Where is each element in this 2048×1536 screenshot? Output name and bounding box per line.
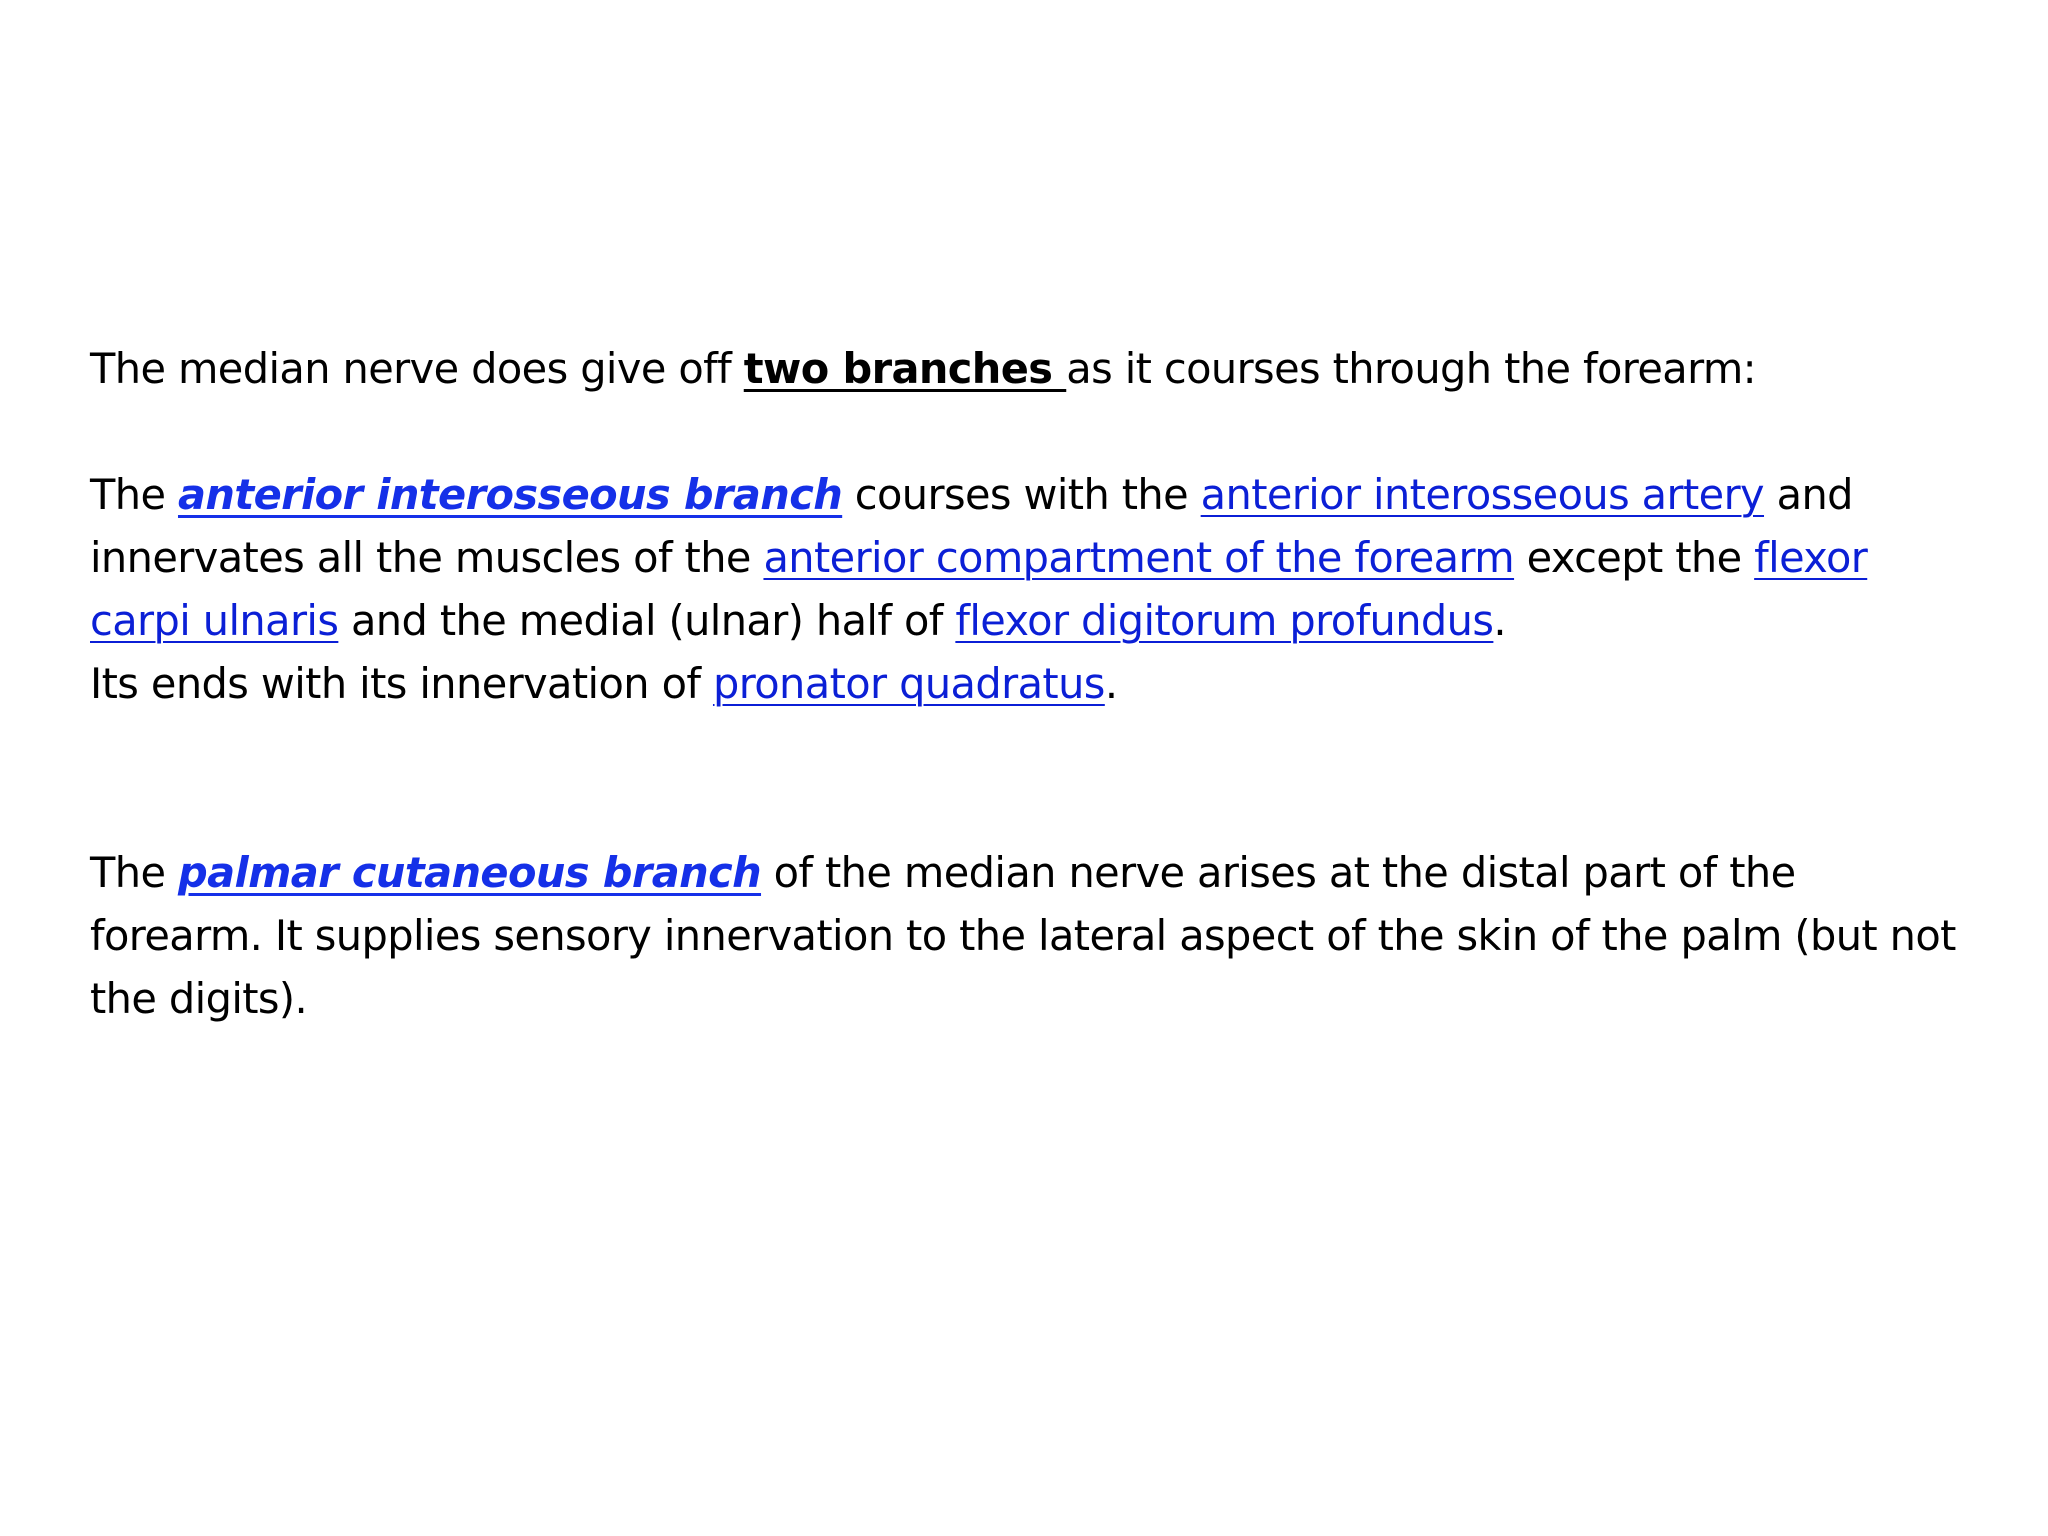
- flexor-digitorum-profundus-link[interactable]: flexor digitorum profundus: [955, 596, 1494, 645]
- anterior-interosseous-paragraph: [90, 463, 1970, 715]
- anterior-compartment-link[interactable]: anterior compartment of the forearm: [763, 533, 1515, 582]
- intro-text: The median nerve does give off: [90, 344, 744, 393]
- text: of the median nerve arises at the distal part of the forearm. It supplies sensory innervation to the lateral aspect of the skin of the palm (but not the digits).: [90, 848, 1956, 1023]
- spacer: [90, 400, 1970, 463]
- text: and innervates all the muscles of the: [90, 470, 1853, 582]
- flexor-carpi-ulnaris-link[interactable]: flexor carpi ulnaris: [90, 533, 1868, 645]
- text: except the: [1514, 533, 1755, 582]
- anterior-interosseous-artery-link[interactable]: anterior interosseous artery: [1200, 470, 1765, 519]
- text: and the medial (ulnar) half of: [338, 596, 956, 645]
- text: courses with the: [842, 470, 1201, 519]
- anterior-interosseous-branch-link[interactable]: anterior interosseous branch: [177, 470, 843, 519]
- palmar-cutaneous-branch-link[interactable]: palmar cutaneous branch: [177, 848, 762, 897]
- text: .: [1493, 596, 1506, 645]
- text: .: [1104, 659, 1118, 708]
- two-branches-emphasis: two branches: [743, 344, 1067, 393]
- text: The: [90, 470, 178, 519]
- text: Its ends with its innervation of: [90, 659, 713, 708]
- slide-body: [90, 337, 1970, 1030]
- intro-text-end: as it courses through the forearm:: [1066, 344, 1757, 393]
- spacer: [90, 715, 1970, 841]
- palmar-cutaneous-paragraph: [90, 841, 1970, 1030]
- text: The: [90, 848, 178, 897]
- pronator-quadratus-link[interactable]: pronator quadratus: [712, 659, 1105, 708]
- intro-paragraph: [90, 337, 1970, 400]
